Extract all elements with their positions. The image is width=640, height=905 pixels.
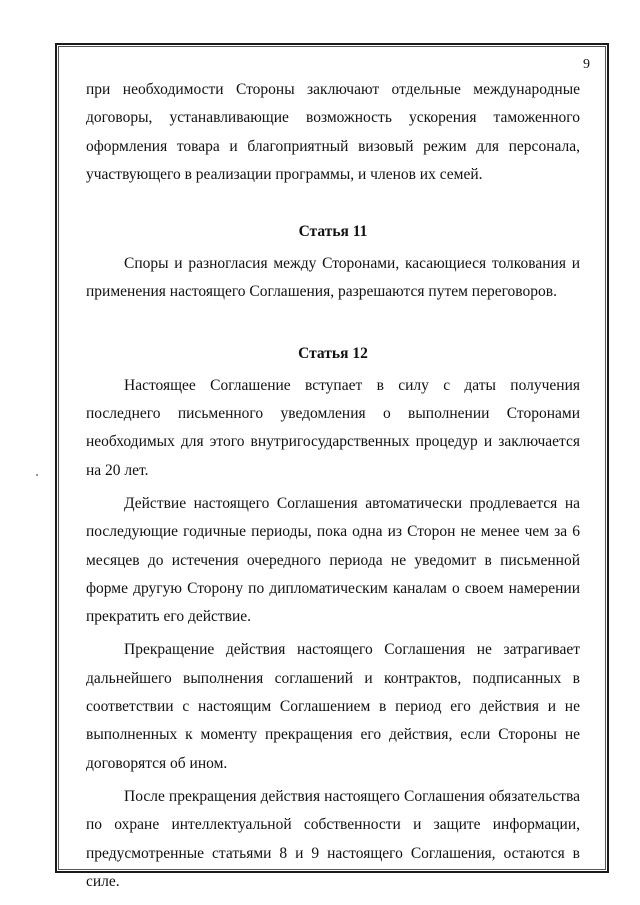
article-12-paragraph-2: Действие настоящего Соглашения автоматически продлевается на последующие годичные периоды, пока одна из Сторон не менее чем за 6 месяцев до истечения очередного периода не уведомит в письменной форме другую Сторону по дипломатическим каналам о своем намерении прекратить его действие.: [86, 494, 580, 626]
article-12-heading: Статья 12: [298, 344, 368, 362]
article-12-paragraph-3: Прекращение действия настоящего Соглашения не затрагивает дальнейшего выполнения соглашений и контрактов, подписанных в соответствии с настоящим Соглашением в период его действия и не выполненных к моменту прекращения его действия, если Стороны не договорятся об ином.: [86, 641, 580, 772]
page-number: 9: [583, 57, 590, 72]
continuation-paragraph: при необходимости Стороны заключают отдельные международные договоры, устанавливающие возможность ускорения таможенного оформления товара и благоприятный визовый режим для персонала, участвующего в реализации программы, и членов их семей.: [86, 81, 580, 183]
article-11-heading: Статья 11: [298, 223, 368, 241]
document-body: [86, 76, 580, 896]
article-11-text: Споры и разногласия между Сторонами, касающиеся толкования и применения настоящего Соглашения, разрешаются путем переговоров.: [86, 255, 580, 301]
article-12-paragraph-1: Настоящее Соглашение вступает в силу с даты получения последнего письменного уведомления о выполнении Сторонами необходимых для этого внутригосударственных процедур и заключается на 20 лет.: [86, 376, 580, 479]
margin-mark: [36, 474, 38, 476]
article-12-paragraph-4: После прекращения действия настоящего Соглашения обязательства по охране интеллектуальной собственности и защите информации, предусмотренные статьями 8 и 9 настоящего Соглашения, остаются в силе.: [86, 787, 580, 890]
